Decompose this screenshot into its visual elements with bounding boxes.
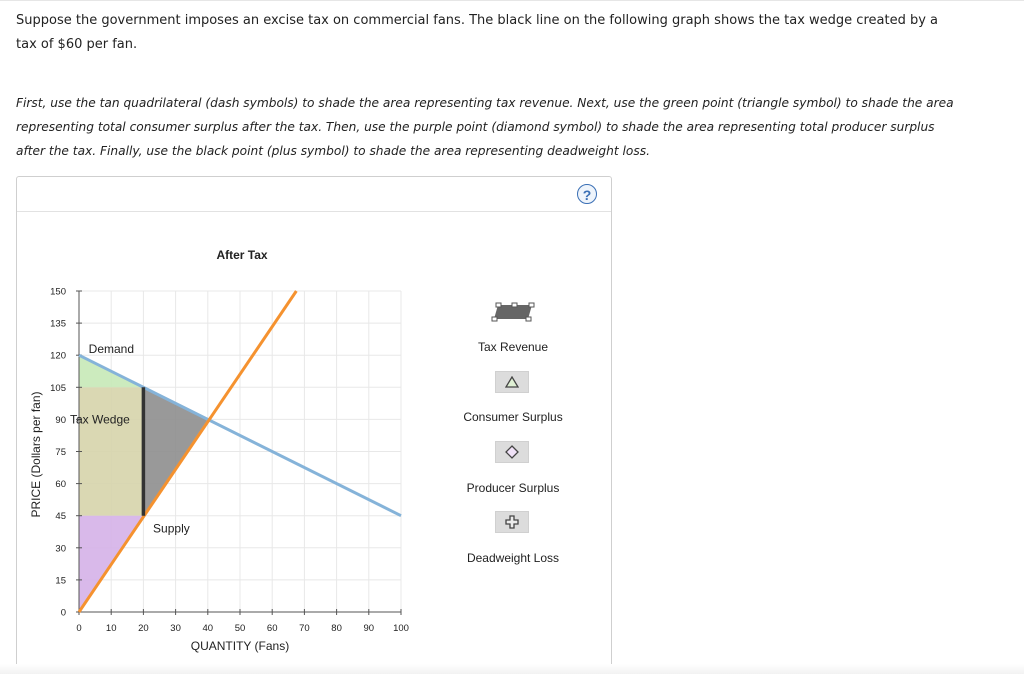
x-tick-label-30: 30: [170, 623, 181, 634]
x-tick-label-80: 80: [331, 623, 342, 634]
chart-title: After Tax: [216, 248, 268, 262]
x-tick-label-70: 70: [299, 623, 310, 634]
y-tick-label-135: 135: [50, 318, 66, 330]
demand-label: Demand: [88, 341, 135, 356]
deadweight-loss-label: Deadweight Loss: [466, 551, 560, 565]
dash-quadrilateral-icon: [490, 301, 538, 325]
y-tick-label-120: 120: [50, 350, 66, 362]
consumer-surplus-tool[interactable]: [495, 371, 529, 393]
supply-label: Supply: [153, 521, 190, 536]
y-tick-label-30: 30: [55, 543, 66, 555]
y-tick-label-0: 0: [60, 607, 66, 619]
y-tick-label-105: 105: [50, 382, 66, 394]
tax-revenue-label: Tax Revenue: [477, 340, 549, 354]
instructions-text: First, use the tan quadrilateral (dash symbols) to shade the area representing tax revenue. Next, use the green point (triangle symbol) to shade the area representing total consumer surplus after the tax. Then, use the purple point (diamond symbol) to shade the area representing total producer surplus after the tax. Finally, use the black point (plus symbol) to shade the area representing deadweight loss.: [16, 96, 954, 158]
triangle-icon: [505, 376, 519, 388]
deadweight-loss-tool[interactable]: [495, 511, 529, 533]
intro-text: Suppose the government imposes an excise tax on commercial fans. The black line on the following graph shows the tax wedge created by a tax of $60 per fan.: [16, 13, 938, 52]
bottom-shadow: [0, 664, 1024, 674]
x-tick-label-90: 90: [363, 623, 375, 634]
tax-revenue-tool[interactable]: [490, 301, 538, 325]
x-tick-label-20: 20: [138, 623, 149, 634]
y-axis-label: PRICE (Dollars per fan): [29, 391, 43, 518]
x-axis-label: QUANTITY (Fans): [190, 639, 290, 653]
producer-surplus-label: Producer Surplus: [466, 481, 560, 495]
x-tick-label-50: 50: [234, 623, 246, 634]
x-tick-label-40: 40: [202, 623, 214, 634]
y-tick-label-45: 45: [55, 511, 66, 523]
y-tick-label-75: 75: [55, 447, 66, 458]
x-tick-label-100: 100: [393, 623, 409, 634]
diamond-icon: [505, 445, 519, 459]
tax-revenue-area[interactable]: [79, 387, 143, 515]
y-tick-label-15: 15: [55, 575, 66, 587]
help-icon[interactable]: ?: [577, 184, 597, 204]
producer-surplus-tool[interactable]: [495, 441, 529, 463]
x-tick-label-10: 10: [105, 623, 117, 634]
y-tick-label-150: 150: [50, 286, 66, 298]
tax-wedge-label: Tax Wedge: [70, 412, 130, 427]
x-tick-label-0: 0: [76, 623, 82, 634]
consumer-surplus-label: Consumer Surplus: [463, 410, 563, 424]
y-tick-label-90: 90: [55, 414, 66, 426]
y-tick-label-60: 60: [55, 479, 66, 491]
x-tick-label-60: 60: [266, 623, 278, 634]
plus-icon: [505, 515, 519, 529]
